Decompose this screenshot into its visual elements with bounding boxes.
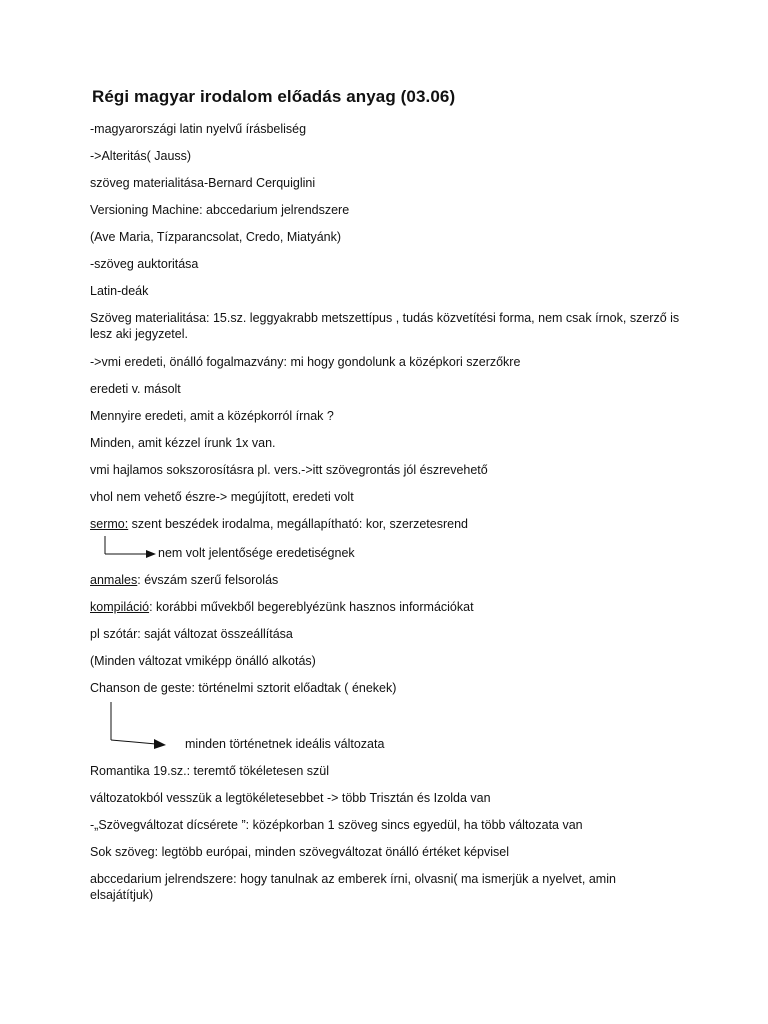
chanson-arrow-note: minden történetnek ideális változata <box>185 737 385 751</box>
text-line: Minden, amit kézzel írunk 1x van. <box>90 436 276 450</box>
anmales-line <box>90 572 278 588</box>
text-line: Romantika 19.sz.: teremtő tökéletesen szül <box>90 764 330 778</box>
sermo-arrow-note: nem volt jelentősége eredetiségnek <box>158 546 355 560</box>
sermo-line <box>90 516 468 532</box>
kompilacio-definition: : korábbi művekből begereblyézünk hasznos információkat <box>149 600 474 614</box>
text-paragraph: Szöveg materialitása: 15.sz. leggyakrabb metszettípus , tudás közvetítési forma, nem csak írnok, szerző is lesz aki jegyzetel. <box>90 311 680 341</box>
text-line: Sok szöveg: legtöbb európai, minden szövegváltozat önálló értéket képvisel <box>90 845 510 859</box>
sermo-term: sermo: <box>90 517 129 531</box>
text-line: (Minden változat vmiképp önálló alkotás) <box>90 654 316 668</box>
text-line: Latin-deák <box>90 284 149 298</box>
text-line: (Ave Maria, Tízparancsolat, Credo, Miatyánk) <box>90 230 342 244</box>
text-line: pl szótár: saját változat összeállítása <box>90 627 293 641</box>
text-line: vhol nem vehető észre-> megújított, eredeti volt <box>90 490 354 504</box>
text-line: vmi hajlamos sokszorosításra pl. vers.->itt szövegrontás jól észrevehető <box>90 463 488 477</box>
text-paragraph: abccedarium jelrendszere: hogy tanulnak az emberek írni, olvasni( ma ismerjük a nyelvet, amin elsajátítjuk) <box>90 872 616 902</box>
page-title: Régi magyar irodalom előadás anyag (03.06) <box>92 87 456 106</box>
text-line: szöveg materialitása-Bernard Cerquiglini <box>90 176 316 190</box>
text-line: változatokból vesszük a legtökéletesebbet -> több Trisztán és Izolda van <box>90 791 491 805</box>
chanson-arrow-icon <box>110 702 172 754</box>
text-line: -„Szövegváltozat dícsérete ”: középkorban 1 szöveg sincs egyedül, ha több változata van <box>90 818 583 832</box>
text-line: -magyarországi latin nyelvű írásbeliség <box>90 122 307 136</box>
text-line: ->vmi eredeti, önálló fogalmazvány: mi hogy gondolunk a középkori szerzőkre <box>90 355 521 369</box>
anmales-term: anmales <box>90 573 138 587</box>
text-line: ->Alteritás( Jauss) <box>90 149 192 163</box>
text-line: -szöveg auktoritása <box>90 257 199 271</box>
kompilacio-line <box>90 599 474 615</box>
text-line: eredeti v. másolt <box>90 382 181 396</box>
text-line: Chanson de geste: történelmi sztorit előadtak ( énekek) <box>90 681 397 695</box>
sermo-definition: szent beszédek irodalma, megállapítható: kor, szerzetesrend <box>128 517 468 531</box>
text-line: Versioning Machine: abccedarium jelrendszere <box>90 203 350 217</box>
sermo-arrow-icon <box>104 536 164 564</box>
text-line: Mennyire eredeti, amit a középkorról írnak ? <box>90 409 334 423</box>
kompilacio-term: kompiláció <box>90 600 150 614</box>
anmales-definition: : évszám szerű felsorolás <box>137 573 279 587</box>
